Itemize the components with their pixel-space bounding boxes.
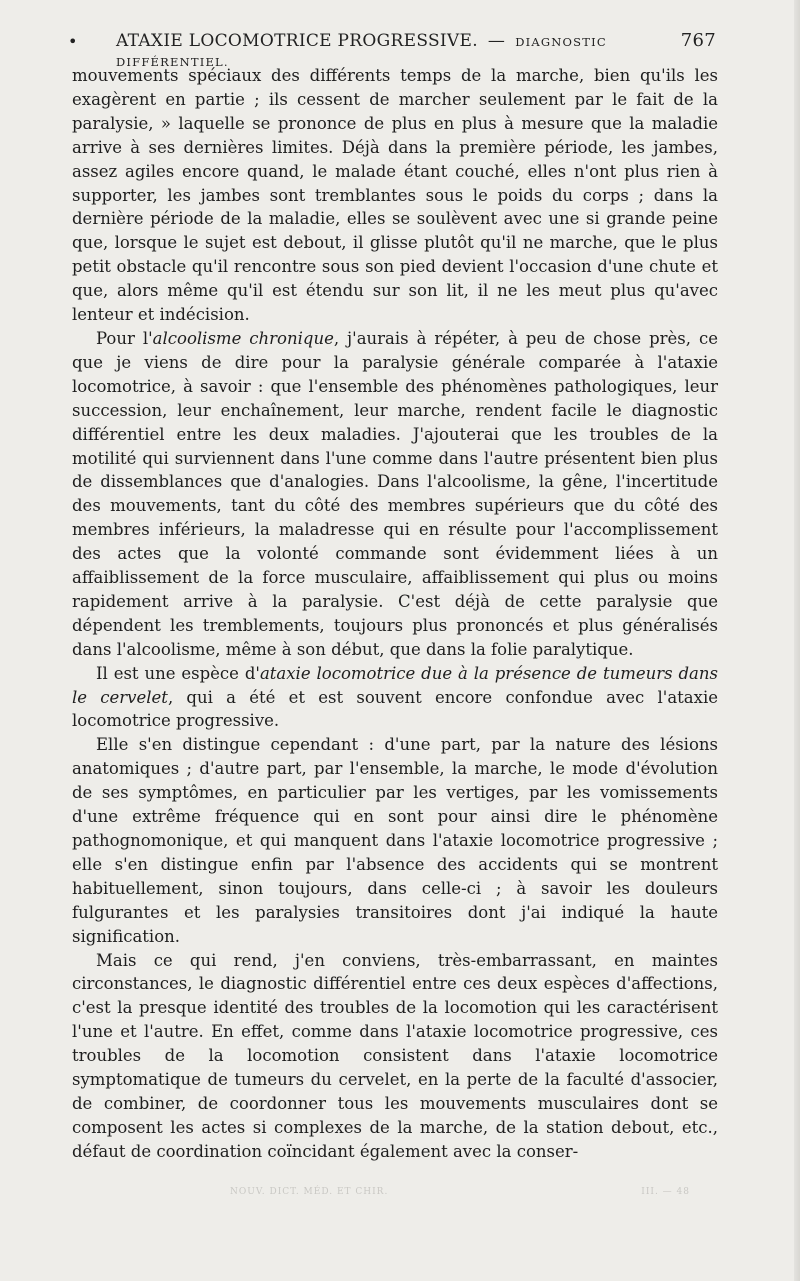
header-title: ATAXIE LOCOMOTRICE PROGRESSIVE. (116, 31, 478, 51)
paragraph-3-emphasis: ataxie locomotrice due à la présence de tumeurs dans le cervelet (72, 663, 718, 707)
paragraph-4: Elle s'en distingue cependant : d'une part, par la nature des lésions anatomiques ; d'autre part, par l'ensemble, la marche, le mode d'évolution de ses symptômes, en particulier par les vertiges, par les vomissements d'une extrême fréquence qui en sont pour ainsi dire le phénomène pathognomonique, et qui manquent dans l'ataxie locomotrice progressive ; elle s'en distingue enfin par l'absence des accidents qui se montrent habituellement, sinon toujours, dans celle-ci ; à savoir les douleurs fulgurantes et les paralysies transitoires dont j'ai indiqué la haute signification. (72, 735, 718, 946)
paragraph-2-emphasis: alcoolisme chronique (152, 328, 334, 348)
faded-footer (230, 1187, 690, 1197)
paragraph-1: mouvements spéciaux des différents temps de la marche, bien qu'ils les exagèrent en partie ; ils cessent de marcher seulement par le fait de la paralysie, » laquelle se prononce de plus en plus à mesure que la maladie arrive à ses dernières limites. Déjà dans la première période, les jambes, assez agiles encore quand, le malade étant couché, elles n'ont plus rien à supporter, les jambes sont tremblantes sous le poids du corps ; dans la dernière période de la maladie, elles se soulèvent avec une si grande peine que, lorsque le sujet est debout, il glisse plutôt qu'il ne marche, que le plus petit obstacle qu'il rencontre sous son pied devient l'occasion d'une chute et que, alors même qu'il est étendu sur son lit, il ne les meut plus qu'avec lenteur et indécision. (72, 66, 718, 325)
paragraph-2 (72, 327, 718, 662)
page-number: 767 (680, 30, 716, 51)
paragraph-3 (72, 662, 718, 734)
page-edge-shadow (794, 0, 800, 1281)
paragraph-5: Mais ce qui rend, j'en conviens, très-embarrassant, en maintes circonstances, le diagnostic différentiel entre ces deux espèces d'affections, c'est la presque identité des troubles de la locomotion qui les caractérisent l'une et l'autre. En effet, comme dans l'ataxie locomotrice progressive, ces troubles de la locomotion consistent dans l'ataxie locomotrice symptomatique de tumeurs du cervelet, en la perte de la faculté d'associer, de combiner, de coordonner tous les mouvements musculaires dont se composent les actes si complexes de la marche, de la station debout, etc., défaut de coordination coïncidant également avec la conser- (72, 950, 718, 1161)
header-dash: — (487, 31, 506, 51)
paragraph-3-start: Il est une espèce d' (96, 663, 260, 683)
footer-right: III. — 48 (641, 1187, 690, 1197)
paragraph-2-start: Pour l' (96, 328, 153, 348)
footer-left: NOUV. DICT. MÉD. ET CHIR. (230, 1187, 389, 1197)
paragraph-3-rest: , qui a été et est souvent encore confondue avec l'ataxie locomotrice progressive. (72, 687, 718, 731)
header-mark: • (68, 32, 78, 51)
paragraph-2-rest: , j'aurais à répéter, à peu de chose près, ce que je viens de dire pour la paralysie générale comparée à l'ataxie locomotrice, à savoir : que l'ensemble des phénomènes pathologiques, leur succession, leur enchaînement, leur marche, rendent facile le diagnostic différentiel entre les deux maladies. J'ajouterai que les troubles de la motilité qui surviennent dans l'une comme dans l'autre présentent bien plus de dissemblances que d'analogies. Dans l'alcoolisme, la gêne, l'incertitude des mouvements, tant du côté des membres supérieurs que du côté des membres inférieurs, la maladresse qui en résulte pour l'accomplissement des actes que la volonté commande sont évidemment liées à un affaiblissement de la force musculaire, affaiblissement qui plus ou moins rapidement arrive à la paralysie. C'est déjà de cette paralysie que dépendent les tremblements, toujours plus prononcés et plus généralisés dans l'alcoolisme, même à son début, que dans la folie paralytique. (72, 328, 718, 659)
body-text (72, 64, 718, 1164)
header-section: DIAGNOSTIC DIFFÉRENTIEL. (116, 35, 607, 69)
